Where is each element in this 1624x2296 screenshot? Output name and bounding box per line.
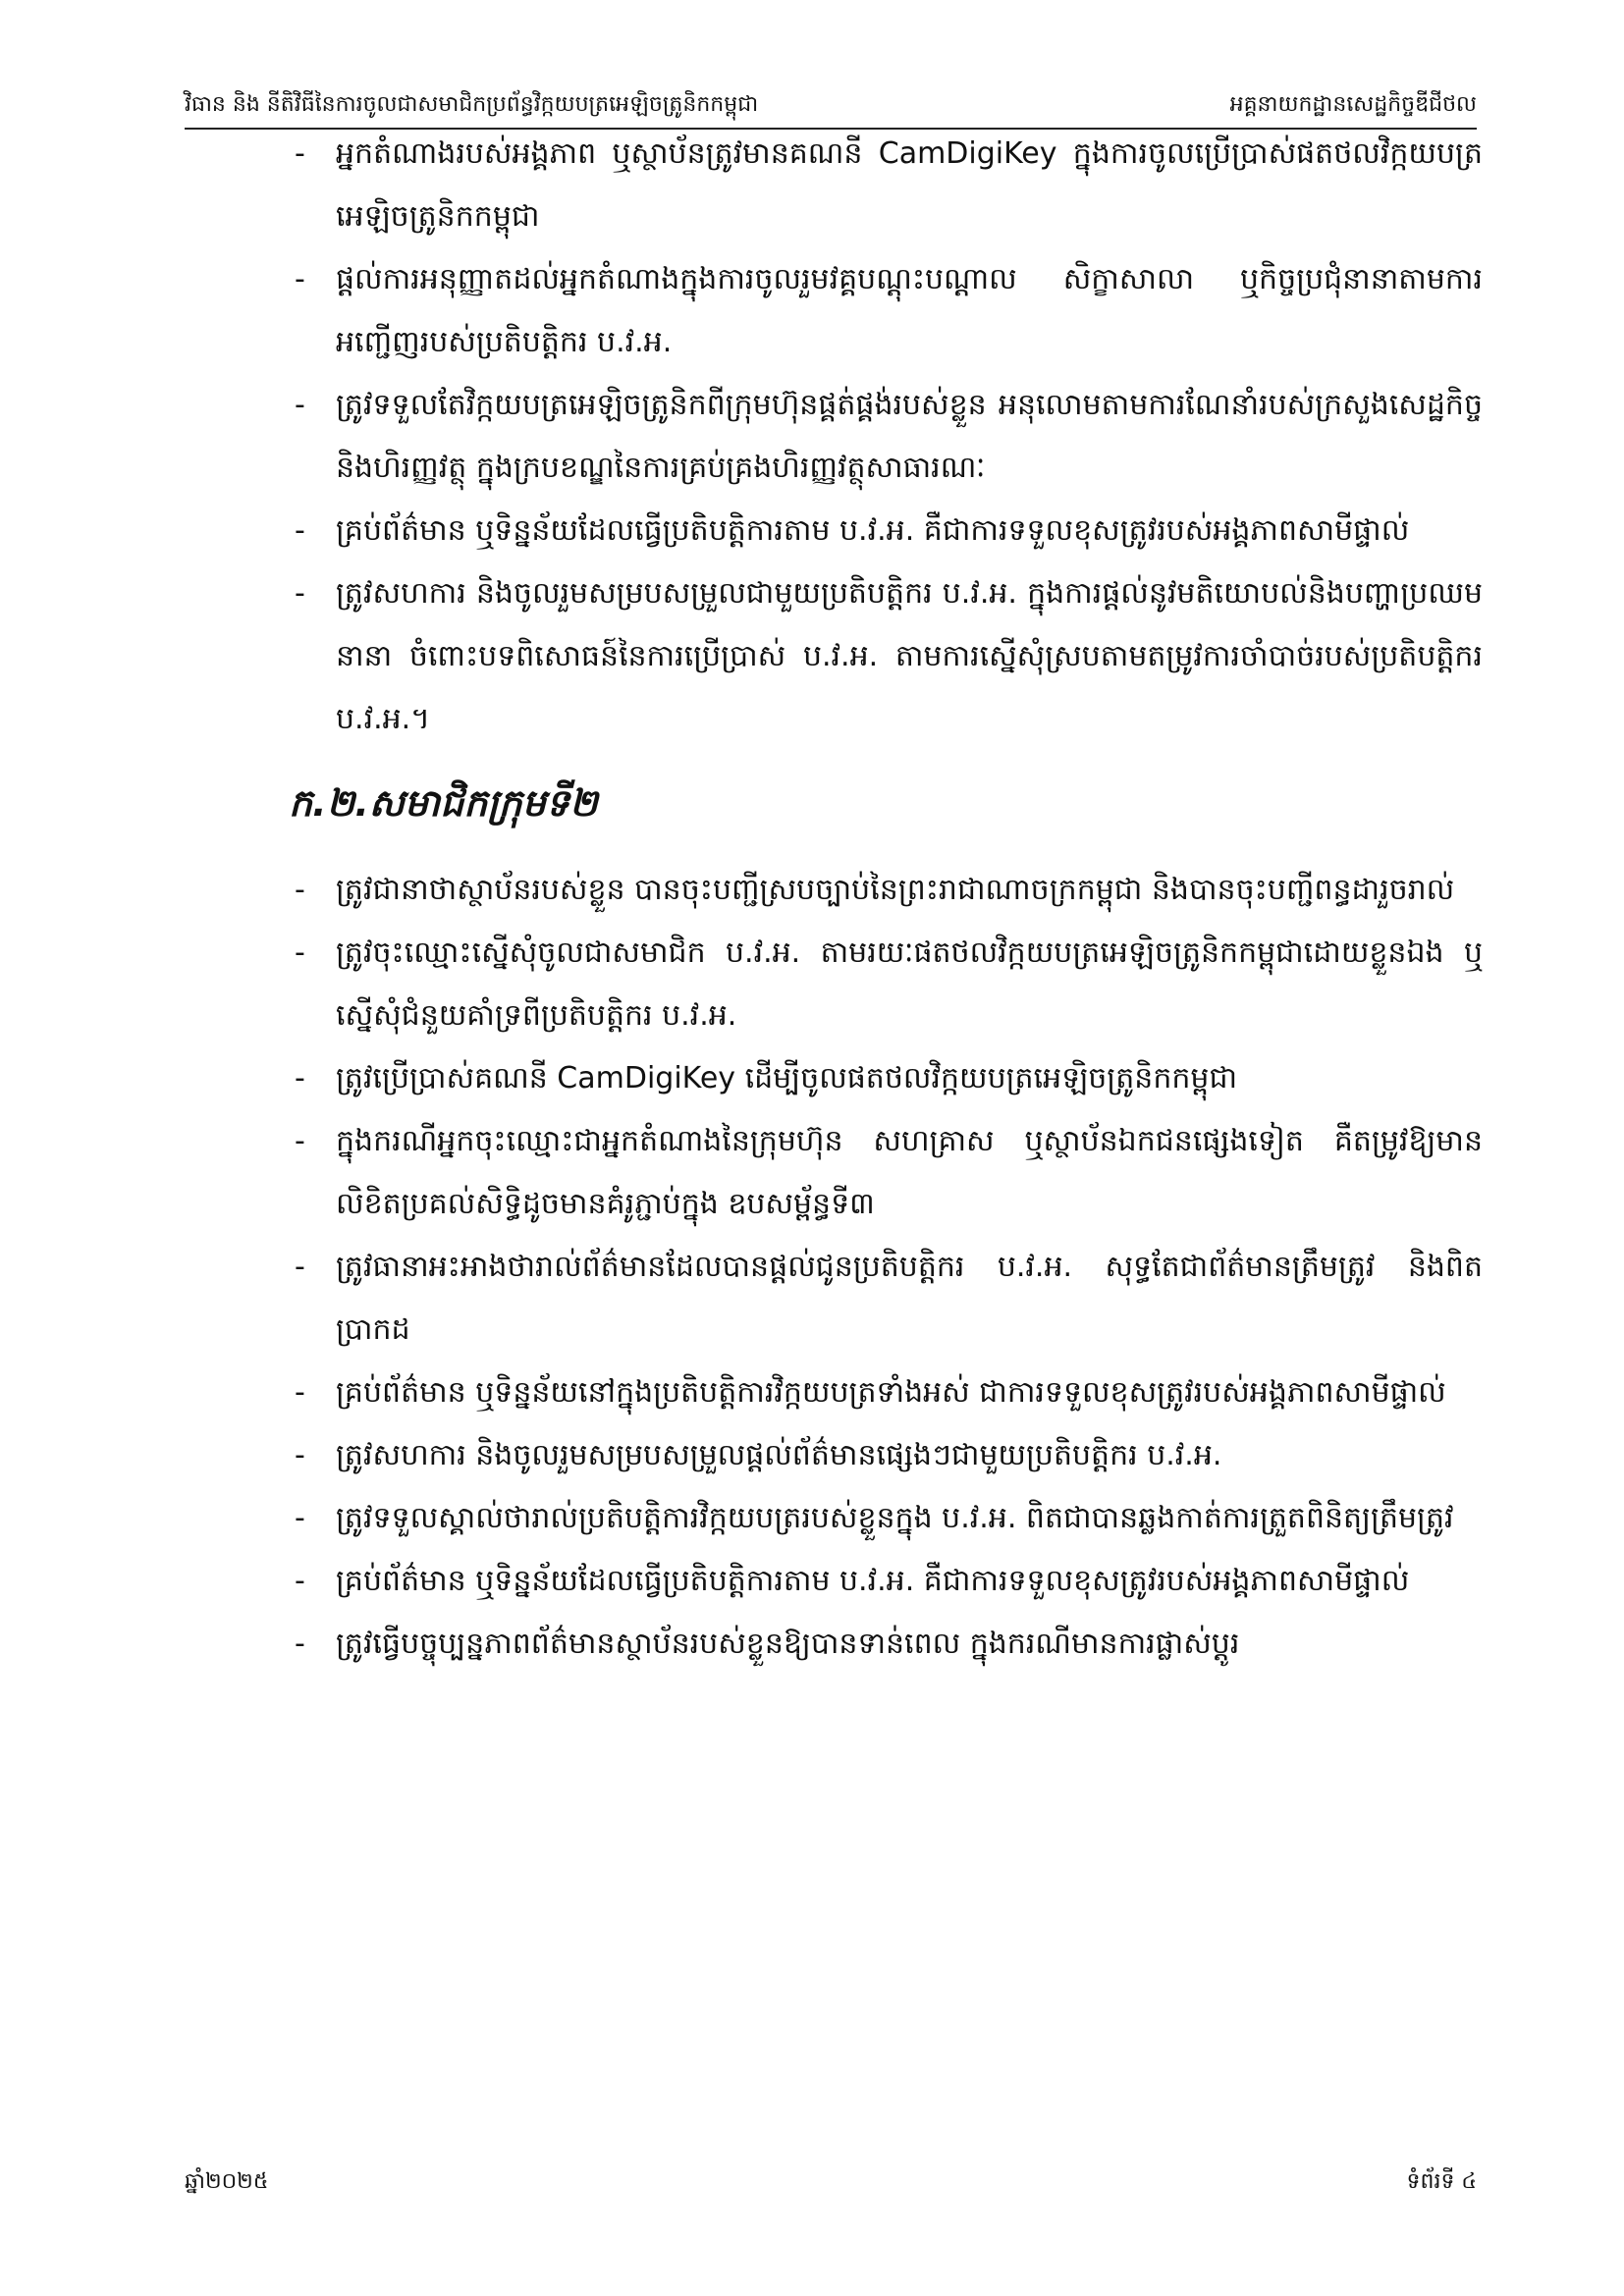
list-item-text: ត្រូវទទួលស្គាល់ថារាល់ប្រតិបត្តិការវិក្កយបត្ររបស់ខ្លួនក្នុង ប.វ.អ. ពិតជាបានឆ្លងកាត់ការត្រួតពិនិត្យត្រឹមត្រូវ xyxy=(336,1501,1454,1535)
page-header xyxy=(185,77,1477,130)
list-item: - គ្រប់ព័ត៌មាន ឬទិន្នន័យដែលធ្វើប្រតិបត្តិការតាម ប.វ.អ. គឺជាការទទួលខុសត្រូវរបស់អង្គភាពសាមីផ្ទាល់ xyxy=(295,1564,1410,1598)
list-item: - ត្រូវសហការ និងចូលរួមសម្របសម្រួលផ្តល់ព័ត៌មានផ្សេងៗជាមួយប្រតិបត្តិករ ប.វ.អ. xyxy=(295,1438,1222,1472)
list-item-text: ត្រូវចុះឈ្មោះស្នើសុំចូលជាសមាជិក ប.វ.អ. តាមរយៈផតថលវិក្កយបត្រអេឡិចត្រូនិកកម្ពុជាដោយខ្លួនឯង ឬស្នើសុំជំនួយគាំទ្រពីប្រតិបត្តិករ ប.វ.អ. xyxy=(336,935,1483,1033)
list-item-text: ត្រូវសហការ និងចូលរួមសម្របសម្រួលជាមួយប្រតិបត្តិករ ប.វ.អ. ក្នុងការផ្តល់នូវមតិយោបល់និងបញ្ហាប្រឈមនានា ចំពោះបទពិសោធន៍នៃការប្រើប្រាស់ ប.វ.អ. តាមការស្នើសុំស្របតាមតម្រូវការចាំបាច់របស់ប្រតិបត្តិករ ប.វ.អ.។ xyxy=(336,576,1483,736)
header-document-title: វិធាន និង នីតិវិធីនៃការចូលជាសមាជិកប្រព័ន្ធវិក្កយបត្រអេឡិចត្រូនិកកម្ពុជា xyxy=(185,92,759,117)
section2-list xyxy=(295,859,1483,1676)
list-item-text: ត្រូវទទួលតែវិក្កយបត្រអេឡិចត្រូនិកពីក្រុមហ៊ុនផ្គត់ផ្គង់របស់ខ្លួន អនុលោមតាមការណែនាំរបស់ក្រសួងសេដ្ឋកិច្ចនិងហិរញ្ញវត្ថុ ក្នុងក្របខណ្ឌនៃការគ្រប់គ្រងហិរញ្ញវត្ថុសាធារណៈ xyxy=(336,388,1483,485)
list-item-text: អ្នកតំណាងរបស់អង្គភាព ឬស្ថាប័នត្រូវមានគណនី CamDigiKey ក្នុងការចូលប្រើប្រាស់ផតថលវិក្កយបត្រអេឡិចត្រូនិកកម្ពុជា xyxy=(336,136,1483,234)
list-item: - ត្រូវសហការ និងចូលរួមសម្របសម្រួលជាមួយប្រតិបត្តិករ ប.វ.អ. ក្នុងការផ្តល់នូវមតិយោបល់និងបញ្ហាប្រឈមនានា ចំពោះបទពិសោធន៍នៃការប្រើប្រាស់ ប.វ.អ. តាមការស្នើសុំស្របតាមតម្រូវការចាំបាច់របស់ប្រតិបត្តិករ ប.វ.អ.។ xyxy=(295,576,1483,736)
list-item: - ត្រូវប្រើប្រាស់គណនី CamDigiKey ដើម្បីចូលផតថលវិក្កយបត្រអេឡិចត្រូនិកកម្ពុជា xyxy=(295,1061,1238,1095)
list-item: - ត្រូវទទួលតែវិក្កយបត្រអេឡិចត្រូនិកពីក្រុមហ៊ុនផ្គត់ផ្គង់របស់ខ្លួន អនុលោមតាមការណែនាំរបស់ក្រសួងសេដ្ឋកិច្ចនិងហិរញ្ញវត្ថុ ក្នុងក្របខណ្ឌនៃការគ្រប់គ្រងហិរញ្ញវត្ថុសាធារណៈ xyxy=(295,388,1483,485)
page-number: ទំព័រទី ៤ xyxy=(1406,2169,1477,2194)
list-item-text: ផ្តល់ការអនុញ្ញាតដល់អ្នកតំណាងក្នុងការចូលរួមវគ្គបណ្តុះបណ្តាល សិក្ខាសាលា ឬកិច្ចប្រជុំនានាតាមការអញ្ជើញរបស់ប្រតិបត្តិករ ប.វ.អ. xyxy=(336,262,1483,359)
list-item: - ត្រូវទទួលស្គាល់ថារាល់ប្រតិបត្តិការវិក្កយបត្ររបស់ខ្លួនក្នុង ប.វ.អ. ពិតជាបានឆ្លងកាត់ការត្រួតពិនិត្យត្រឹមត្រូវ xyxy=(295,1501,1454,1535)
list-item: - អ្នកតំណាងរបស់អង្គភាព ឬស្ថាប័នត្រូវមានគណនី CamDigiKey ក្នុងការចូលប្រើប្រាស់ផតថលវិក្កយបត្រអេឡិចត្រូនិកកម្ពុជា xyxy=(295,136,1483,234)
section1-list xyxy=(295,123,1483,751)
list-item-text: គ្រប់ព័ត៌មាន ឬទិន្នន័យដែលធ្វើប្រតិបត្តិការតាម ប.វ.អ. គឺជាការទទួលខុសត្រូវរបស់អង្គភាពសាមីផ្ទាល់ xyxy=(336,513,1410,548)
section-heading: ក.២.សមាជិកក្រុមទី២ xyxy=(289,781,598,825)
list-item: - ផ្តល់ការអនុញ្ញាតដល់អ្នកតំណាងក្នុងការចូលរួមវគ្គបណ្តុះបណ្តាល សិក្ខាសាលា ឬកិច្ចប្រជុំនានាតាមការអញ្ជើញរបស់ប្រតិបត្តិករ ប.វ.អ. xyxy=(295,262,1483,359)
header-department: អគ្គនាយកដ្ឋានសេដ្ឋកិច្ចឌីជីថល xyxy=(1229,92,1477,117)
list-item-text: ត្រូវប្រើប្រាស់គណនី CamDigiKey ដើម្បីចូលផតថលវិក្កយបត្រអេឡិចត្រូនិកកម្ពុជា xyxy=(336,1061,1238,1095)
list-item-text: ត្រូវជានាថាស្ថាប័នរបស់ខ្លួន បានចុះបញ្ជីស្របច្បាប់នៃព្រះរាជាណាចក្រកម្ពុជា និងបានចុះបញ្ជីពន្ធដារួចរាល់ xyxy=(336,873,1455,907)
list-item: - ក្នុងករណីអ្នកចុះឈ្មោះជាអ្នកតំណាងនៃក្រុមហ៊ុន សហគ្រាស ឬស្ថាប័នឯកជនផ្សេងទៀត គឺតម្រូវឱ្យមានលិខិតប្រគល់សិទ្ធិដូចមានគំរូភ្ជាប់ក្នុង ឧបសម្ព័ន្ធទី៣ xyxy=(295,1124,1483,1221)
list-item: - ត្រូវធ្វើបច្ចុប្បន្នភាពព័ត៌មានស្ថាប័នរបស់ខ្លួនឱ្យបានទាន់ពេល ក្នុងករណីមានការផ្លាស់ប្តូរ xyxy=(295,1627,1240,1661)
list-item-text: ត្រូវធ្វើបច្ចុប្បន្នភាពព័ត៌មានស្ថាប័នរបស់ខ្លួនឱ្យបានទាន់ពេល ក្នុងករណីមានការផ្លាស់ប្តូរ xyxy=(336,1627,1240,1661)
list-item-text: ត្រូវធានាអះអាងថារាល់ព័ត៌មានដែលបានផ្តល់ជូនប្រតិបត្តិករ ប.វ.អ. សុទ្ធតែជាព័ត៌មានត្រឹមត្រូវ និងពិតប្រាកដ xyxy=(336,1250,1483,1347)
list-item: - ត្រូវចុះឈ្មោះស្នើសុំចូលជាសមាជិក ប.វ.អ. តាមរយៈផតថលវិក្កយបត្រអេឡិចត្រូនិកកម្ពុជាដោយខ្លួនឯង ឬស្នើសុំជំនួយគាំទ្រពីប្រតិបត្តិករ ប.វ.អ. xyxy=(295,935,1483,1033)
list-item: - គ្រប់ព័ត៌មាន ឬទិន្នន័យដែលធ្វើប្រតិបត្តិការតាម ប.វ.អ. គឺជាការទទួលខុសត្រូវរបស់អង្គភាពសាមីផ្ទាល់ xyxy=(295,513,1410,548)
list-item-text: ត្រូវសហការ និងចូលរួមសម្របសម្រួលផ្តល់ព័ត៌មានផ្សេងៗជាមួយប្រតិបត្តិករ ប.វ.អ. xyxy=(336,1438,1222,1472)
list-item: - ត្រូវធានាអះអាងថារាល់ព័ត៌មានដែលបានផ្តល់ជូនប្រតិបត្តិករ ប.វ.អ. សុទ្ធតែជាព័ត៌មានត្រឹមត្រូវ និងពិតប្រាកដ xyxy=(295,1250,1483,1347)
list-item: - ត្រូវជានាថាស្ថាប័នរបស់ខ្លួន បានចុះបញ្ជីស្របច្បាប់នៃព្រះរាជាណាចក្រកម្ពុជា និងបានចុះបញ្ជីពន្ធដារួចរាល់ xyxy=(295,873,1455,907)
footer-year: ឆ្នាំ២០២៥ xyxy=(185,2169,269,2194)
document-body xyxy=(289,123,1483,1676)
list-item: - គ្រប់ព័ត៌មាន ឬទិន្នន័យនៅក្នុងប្រតិបត្តិការវិក្កយបត្រទាំងអស់ ជាការទទួលខុសត្រូវរបស់អង្គភាពសាមីផ្ទាល់ xyxy=(295,1375,1446,1410)
list-item-text: ក្នុងករណីអ្នកចុះឈ្មោះជាអ្នកតំណាងនៃក្រុមហ៊ុន សហគ្រាស ឬស្ថាប័នឯកជនផ្សេងទៀត គឺតម្រូវឱ្យមានលិខិតប្រគល់សិទ្ធិដូចមានគំរូភ្ជាប់ក្នុង ឧបសម្ព័ន្ធទី៣ xyxy=(336,1124,1483,1221)
list-item-text: គ្រប់ព័ត៌មាន ឬទិន្នន័យដែលធ្វើប្រតិបត្តិការតាម ប.វ.អ. គឺជាការទទួលខុសត្រូវរបស់អង្គភាពសាមីផ្ទាល់ xyxy=(336,1564,1410,1598)
list-item-text: គ្រប់ព័ត៌មាន ឬទិន្នន័យនៅក្នុងប្រតិបត្តិការវិក្កយបត្រទាំងអស់ ជាការទទួលខុសត្រូវរបស់អង្គភាពសាមីផ្ទាល់ xyxy=(336,1375,1446,1410)
